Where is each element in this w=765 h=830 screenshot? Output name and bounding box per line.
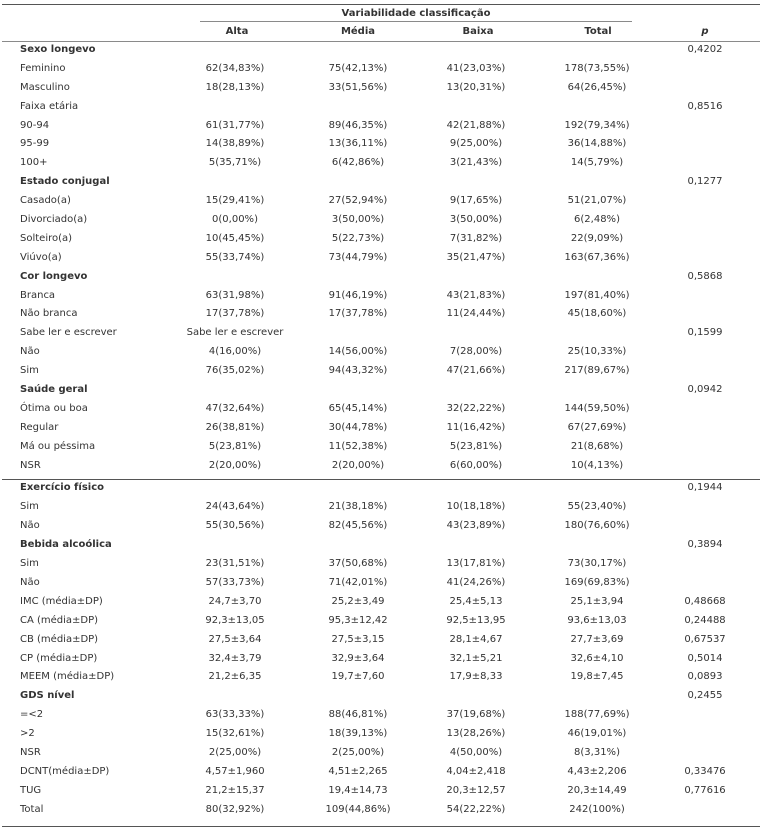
row-label: Masculino xyxy=(20,81,70,93)
cell-media: 27,5±3,15 xyxy=(331,633,385,645)
cell-baixa: 13(17,81%) xyxy=(446,558,506,570)
cell-alta: Sabe ler e escrever xyxy=(186,327,284,339)
cell-total: 10(4,13%) xyxy=(570,459,624,471)
row-label: CA (média±DP) xyxy=(20,614,99,626)
cell-p: 0,5868 xyxy=(687,270,723,282)
cell-alta: 0(0,00%) xyxy=(212,214,258,226)
cell-alta: 55(30,56%) xyxy=(205,520,265,532)
cell-media: 18(39,13%) xyxy=(328,728,388,740)
cell-total: 217(89,67%) xyxy=(564,365,630,377)
row-label: Feminino xyxy=(20,62,66,74)
cell-baixa: 32(22,22%) xyxy=(446,402,506,414)
column-header-total: Total xyxy=(584,26,612,37)
row-label: Não xyxy=(20,346,40,358)
cell-baixa: 41(24,26%) xyxy=(446,576,506,588)
row-label: 95-99 xyxy=(20,138,50,150)
cell-alta: 63(31,98%) xyxy=(205,289,265,301)
cell-total: 36(14,88%) xyxy=(567,138,627,150)
row-label: Bebida alcoólica xyxy=(20,539,112,551)
table-row xyxy=(0,612,765,631)
cell-media: 33(51,56%) xyxy=(328,81,388,93)
cell-p: 0,0893 xyxy=(687,671,723,683)
cell-alta: 80(32,92%) xyxy=(205,803,265,815)
row-label: CP (média±DP) xyxy=(20,652,98,664)
table-bottom-rule xyxy=(2,826,760,827)
row-label: Divorciado(a) xyxy=(20,214,88,226)
cell-p: 0,2455 xyxy=(687,690,723,702)
cell-alta: 5(23,81%) xyxy=(208,440,262,452)
table-row xyxy=(0,782,765,801)
cell-total: 32,6±4,10 xyxy=(570,652,624,664)
cell-baixa: 43(23,89%) xyxy=(446,520,506,532)
table-row xyxy=(0,324,765,343)
cell-p: 0,1599 xyxy=(687,327,723,339)
row-label: Estado conjugal xyxy=(20,176,110,188)
cell-alta: 4(16,00%) xyxy=(208,346,262,358)
cell-baixa: 3(50,00%) xyxy=(449,214,503,226)
cell-media: 3(50,00%) xyxy=(331,214,385,226)
row-label: CB (média±DP) xyxy=(20,633,99,645)
cell-p: 0,77616 xyxy=(684,784,726,796)
table-row xyxy=(0,400,765,419)
cell-media: 73(44,79%) xyxy=(328,251,388,263)
row-label: Saúde geral xyxy=(20,384,88,396)
table-row xyxy=(0,536,765,555)
row-label: 90-94 xyxy=(20,119,50,131)
table-row xyxy=(0,287,765,306)
cell-total: 25(10,33%) xyxy=(567,346,627,358)
cell-p: 0,1944 xyxy=(687,482,723,494)
cell-total: 64(26,45%) xyxy=(567,81,627,93)
row-label: >2 xyxy=(20,728,35,740)
table-row xyxy=(0,135,765,154)
cell-total: 45(18,60%) xyxy=(567,308,627,320)
cell-baixa: 92,5±13,95 xyxy=(446,614,506,626)
cell-baixa: 32,1±5,21 xyxy=(449,652,503,664)
cell-baixa: 37(19,68%) xyxy=(446,709,506,721)
table-row xyxy=(0,479,765,498)
row-label: Faixa etária xyxy=(20,100,79,112)
cell-baixa: 3(21,43%) xyxy=(449,157,503,169)
cell-media: 11(52,38%) xyxy=(328,440,388,452)
table-row xyxy=(0,60,765,79)
cell-baixa: 43(21,83%) xyxy=(446,289,506,301)
cell-media: 21(38,18%) xyxy=(328,501,388,513)
row-label: Cor longevo xyxy=(20,270,88,282)
cell-alta: 92,3±13,05 xyxy=(205,614,265,626)
cell-media: 14(56,00%) xyxy=(328,346,388,358)
row-label: 100+ xyxy=(20,157,48,169)
cell-total: 27,7±3,69 xyxy=(570,633,624,645)
row-label: Sim xyxy=(20,558,39,570)
table-row xyxy=(0,211,765,230)
row-label: Não xyxy=(20,520,40,532)
cell-alta: 10(45,45%) xyxy=(205,232,265,244)
row-label: Má ou péssima xyxy=(20,440,96,452)
cell-alta: 26(38,81%) xyxy=(205,421,265,433)
table-row xyxy=(0,687,765,706)
row-label: Sim xyxy=(20,501,39,513)
row-label: Sim xyxy=(20,365,39,377)
table-row xyxy=(0,517,765,536)
table-row xyxy=(0,117,765,136)
cell-media: 89(46,35%) xyxy=(328,119,388,131)
row-label: Sabe ler e escrever xyxy=(20,327,117,339)
row-label: =<2 xyxy=(20,709,44,721)
table-row xyxy=(0,419,765,438)
cell-alta: 24(43,64%) xyxy=(205,501,265,513)
row-label: Solteiro(a) xyxy=(20,232,73,244)
table-row xyxy=(0,192,765,211)
cell-baixa: 10(18,18%) xyxy=(446,501,506,513)
table-row xyxy=(0,744,765,763)
table-row xyxy=(0,305,765,324)
cell-alta: 21,2±6,35 xyxy=(208,671,262,683)
cell-baixa: 4,04±2,418 xyxy=(446,765,506,777)
cell-total: 46(19,01%) xyxy=(567,728,627,740)
row-label: DCNT(média±DP) xyxy=(20,765,110,777)
cell-baixa: 7(31,82%) xyxy=(449,232,503,244)
cell-total: 14(5,79%) xyxy=(570,157,624,169)
cell-alta: 21,2±15,37 xyxy=(205,784,265,796)
cell-total: 188(77,69%) xyxy=(564,709,630,721)
cell-baixa: 11(16,42%) xyxy=(446,421,506,433)
cell-alta: 23(31,51%) xyxy=(205,558,265,570)
cell-total: 19,8±7,45 xyxy=(570,671,624,683)
cell-baixa: 54(22,22%) xyxy=(446,803,506,815)
cell-p: 0,1277 xyxy=(687,176,723,188)
cell-media: 94(43,32%) xyxy=(328,365,388,377)
cell-p: 0,33476 xyxy=(684,765,726,777)
cell-baixa: 25,4±5,13 xyxy=(449,595,503,607)
row-label: Casado(a) xyxy=(20,195,71,207)
table-row xyxy=(0,79,765,98)
row-label: IMC (média±DP) xyxy=(20,595,103,607)
cell-p: 0,67537 xyxy=(684,633,726,645)
table-row xyxy=(0,343,765,362)
cell-total: 8(3,31%) xyxy=(574,746,620,758)
cell-total: 21(8,68%) xyxy=(570,440,624,452)
cell-alta: 14(38,89%) xyxy=(205,138,265,150)
cell-baixa: 13(28,26%) xyxy=(446,728,506,740)
table-row xyxy=(0,706,765,725)
cell-media: 82(45,56%) xyxy=(328,520,388,532)
row-label: Branca xyxy=(20,289,56,301)
cell-total: 180(76,60%) xyxy=(564,520,630,532)
table-row xyxy=(0,801,765,820)
cell-p: 0,0942 xyxy=(687,384,723,396)
cell-baixa: 35(21,47%) xyxy=(446,251,506,263)
cell-baixa: 4(50,00%) xyxy=(449,746,503,758)
cell-total: 67(27,69%) xyxy=(567,421,627,433)
table-row xyxy=(0,249,765,268)
cell-baixa: 5(23,81%) xyxy=(449,440,503,452)
table-row xyxy=(0,438,765,457)
cell-alta: 17(37,78%) xyxy=(205,308,265,320)
cell-media: 65(45,14%) xyxy=(328,402,388,414)
column-header-alta: Alta xyxy=(225,26,249,37)
table-row xyxy=(0,498,765,517)
table-row xyxy=(0,668,765,687)
cell-baixa: 41(23,03%) xyxy=(446,62,506,74)
cell-p: 0,5014 xyxy=(687,652,723,664)
cell-media: 30(44,78%) xyxy=(328,421,388,433)
cell-p: 0,4202 xyxy=(687,44,723,55)
cell-alta: 76(35,02%) xyxy=(205,365,265,377)
cell-media: 71(42,01%) xyxy=(328,576,388,588)
cell-baixa: 28,1±4,67 xyxy=(449,633,503,645)
cell-total: 73(30,17%) xyxy=(567,558,627,570)
cell-alta: 2(25,00%) xyxy=(208,746,262,758)
cell-media: 32,9±3,64 xyxy=(331,652,385,664)
cell-alta: 61(31,77%) xyxy=(205,119,265,131)
cell-total: 25,1±3,94 xyxy=(570,595,624,607)
table-row xyxy=(0,650,765,669)
row-label: Ótima ou boa xyxy=(20,402,88,414)
cell-baixa: 7(28,00%) xyxy=(449,346,503,358)
cell-media: 88(46,81%) xyxy=(328,709,388,721)
cell-media: 4,51±2,265 xyxy=(328,765,388,777)
cell-p: 0,48668 xyxy=(684,595,726,607)
cell-total: 6(2,48%) xyxy=(574,214,620,226)
cell-media: 2(25,00%) xyxy=(331,746,385,758)
cell-total: 242(100%) xyxy=(569,803,625,815)
cell-total: 169(69,83%) xyxy=(564,576,630,588)
table-row xyxy=(0,725,765,744)
cell-media: 17(37,78%) xyxy=(328,308,388,320)
cell-baixa: 11(24,44%) xyxy=(446,308,506,320)
row-label: MEEM (média±DP) xyxy=(20,671,115,683)
column-header-p: p xyxy=(701,26,709,37)
cell-media: 6(42,86%) xyxy=(331,157,385,169)
row-label: Sexo longevo xyxy=(20,44,96,55)
cell-total: 93,6±13,03 xyxy=(567,614,627,626)
row-label: Exercício físico xyxy=(20,482,105,494)
cell-alta: 57(33,73%) xyxy=(205,576,265,588)
row-label: Viúvo(a) xyxy=(20,251,62,263)
table-row xyxy=(0,381,765,400)
table-top-rule xyxy=(2,4,760,5)
cell-media: 109(44,86%) xyxy=(325,803,391,815)
table-row xyxy=(0,173,765,192)
cell-media: 91(46,19%) xyxy=(328,289,388,301)
cell-total: 163(67,36%) xyxy=(564,251,630,263)
table-body xyxy=(0,41,765,820)
row-label: GDS nível xyxy=(20,690,75,702)
cell-alta: 47(32,64%) xyxy=(205,402,265,414)
cell-alta: 4,57±1,960 xyxy=(205,765,265,777)
cell-alta: 62(34,83%) xyxy=(205,62,265,74)
cell-media: 75(42,13%) xyxy=(328,62,388,74)
cell-total: 178(73,55%) xyxy=(564,62,630,74)
cell-alta: 55(33,74%) xyxy=(205,251,265,263)
cell-alta: 5(35,71%) xyxy=(208,157,262,169)
cell-alta: 63(33,33%) xyxy=(205,709,265,721)
cell-total: 55(23,40%) xyxy=(567,501,627,513)
cell-alta: 15(32,61%) xyxy=(205,728,265,740)
row-label: NSR xyxy=(20,459,41,471)
table-row xyxy=(0,230,765,249)
cell-alta: 27,5±3,64 xyxy=(208,633,262,645)
cell-alta: 18(28,13%) xyxy=(205,81,265,93)
cell-total: 4,43±2,206 xyxy=(567,765,627,777)
cell-baixa: 9(17,65%) xyxy=(449,195,503,207)
cell-alta: 15(29,41%) xyxy=(205,195,265,207)
cell-media: 13(36,11%) xyxy=(328,138,388,150)
row-label: Total xyxy=(20,803,44,815)
cell-total: 20,3±14,49 xyxy=(567,784,627,796)
table-mid-rule xyxy=(2,479,760,480)
cell-media: 25,2±3,49 xyxy=(331,595,385,607)
table-row xyxy=(0,154,765,173)
cell-total: 197(81,40%) xyxy=(564,289,630,301)
row-label: Regular xyxy=(20,421,59,433)
row-label: TUG xyxy=(20,784,42,796)
column-header-baixa: Baixa xyxy=(462,26,494,37)
cell-baixa: 47(21,66%) xyxy=(446,365,506,377)
cell-media: 19,4±14,73 xyxy=(328,784,388,796)
cell-p: 0,3894 xyxy=(687,539,723,551)
cell-alta: 24,7±3,70 xyxy=(208,595,262,607)
table-row xyxy=(0,593,765,612)
column-header-row xyxy=(0,23,765,41)
cell-p: 0,24488 xyxy=(684,614,726,626)
cell-total: 51(21,07%) xyxy=(567,195,627,207)
cell-baixa: 42(21,88%) xyxy=(446,119,506,131)
cell-baixa: 6(60,00%) xyxy=(449,459,503,471)
cell-alta: 2(20,00%) xyxy=(208,459,262,471)
cell-media: 27(52,94%) xyxy=(328,195,388,207)
cell-baixa: 17,9±8,33 xyxy=(449,671,503,683)
table-row xyxy=(0,362,765,381)
table-row xyxy=(0,98,765,117)
table-row xyxy=(0,763,765,782)
cell-media: 19,7±7,60 xyxy=(331,671,385,683)
cell-media: 2(20,00%) xyxy=(331,459,385,471)
cell-alta: 32,4±3,79 xyxy=(208,652,262,664)
cell-baixa: 13(20,31%) xyxy=(446,81,506,93)
cell-total: 192(79,34%) xyxy=(564,119,630,131)
cell-p: 0,8516 xyxy=(687,100,723,112)
group-header-rule xyxy=(200,21,632,22)
group-header: Variabilidade classificação xyxy=(341,8,491,19)
cell-baixa: 20,3±12,57 xyxy=(446,784,506,796)
cell-baixa: 9(25,00%) xyxy=(449,138,503,150)
cell-media: 95,3±12,42 xyxy=(328,614,388,626)
cell-media: 37(50,68%) xyxy=(328,558,388,570)
table-row xyxy=(0,574,765,593)
table-row xyxy=(0,457,765,476)
table-row xyxy=(0,268,765,287)
row-label: Não branca xyxy=(20,308,78,320)
row-label: NSR xyxy=(20,746,41,758)
table-row xyxy=(0,555,765,574)
cell-total: 22(9,09%) xyxy=(570,232,624,244)
column-header-media: Média xyxy=(340,26,376,37)
table-row xyxy=(0,631,765,650)
cell-total: 144(59,50%) xyxy=(564,402,630,414)
table-row xyxy=(0,41,765,60)
row-label: Não xyxy=(20,576,40,588)
cell-media: 5(22,73%) xyxy=(331,232,385,244)
